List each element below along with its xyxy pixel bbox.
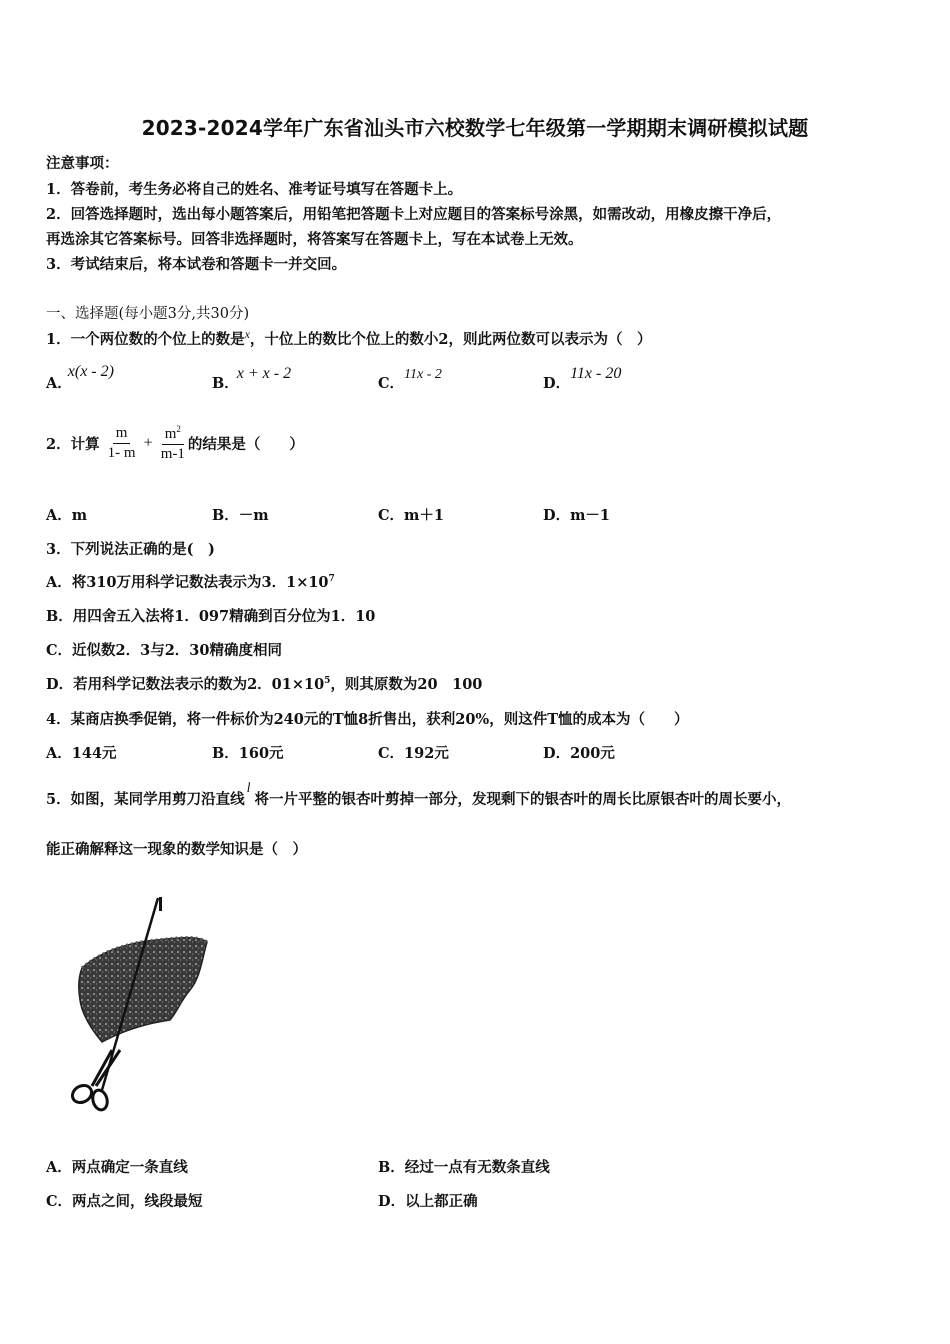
option-expr: 11x - 2 (404, 367, 442, 382)
exponent: 5 (324, 676, 331, 686)
q5-stem-b: 将一片平整的银杏叶剪掉一部分，发现剩下的银杏叶的周长比原银杏叶的周长要小， (254, 791, 791, 808)
option-label: C． (46, 1193, 73, 1210)
option-text: 144元 (71, 745, 117, 762)
question-1-stem (46, 327, 652, 349)
q2-fraction-2 (158, 424, 188, 463)
question-5-stem (46, 781, 791, 809)
q4-option-d[interactable] (543, 742, 615, 763)
option-expr: x + x - 2 (236, 365, 292, 382)
ginkgo-scissors-illustration (62, 890, 222, 1120)
q1-var: x (244, 327, 250, 341)
question-5-stem-cont: 能正确解释这一现象的数学知识是（ ） (46, 841, 307, 858)
q2-option-a[interactable] (46, 504, 87, 525)
fraction-denominator: m-1 (160, 446, 185, 462)
q2-stem-a: 2．计算 (46, 436, 100, 453)
q1-option-d[interactable] (543, 365, 622, 393)
q5-option-d[interactable] (378, 1190, 478, 1211)
fraction-exponent: 2 (176, 424, 181, 434)
option-text: －m (238, 507, 269, 524)
option-expr: x(x - 2) (67, 363, 114, 380)
q5-option-a[interactable] (46, 1156, 188, 1177)
q5-var: l (246, 781, 251, 796)
q2-option-d[interactable] (543, 504, 610, 525)
option-text: A．将310万用科学记数法表示为3．1×10 (46, 574, 329, 591)
option-text: m (71, 507, 88, 524)
option-label: D． (543, 745, 571, 762)
option-label: B． (212, 507, 239, 524)
q4-option-c[interactable] (378, 742, 449, 763)
option-text-tail: ，则其原数为20 100 (330, 676, 483, 693)
line-label-l (159, 897, 162, 911)
fraction-denominator: 1- m (107, 445, 136, 461)
option-label: D． (543, 507, 571, 524)
q1-stem-b: ，十位上的数比个位上的数小2，则此两位数可以表示为（ ） (249, 331, 652, 348)
option-text: 两点之间，线段最短 (72, 1193, 203, 1210)
option-label: D． (378, 1193, 406, 1210)
option-text: m－1 (570, 507, 611, 524)
notice-heading: 注意事项： (46, 155, 119, 172)
fraction-numerator: m (113, 425, 131, 444)
q3-option-c[interactable]: C．近似数2．3与2．30精确度相同 (46, 642, 282, 659)
exponent: 7 (328, 574, 335, 584)
option-text: 200元 (570, 745, 615, 762)
option-label: A． (46, 1159, 72, 1176)
q3-option-b[interactable]: B．用四舍五入法将1．097精确到百分位为1．10 (46, 608, 376, 625)
option-label: D． (543, 375, 571, 392)
notice-item-2: 2．回答选择题时，选出每小题答案后，用铅笔把答题卡上对应题目的答案标号涂黑，如需改动，用橡皮擦干净后， (46, 206, 782, 223)
notice-item-2-cont: 再选涂其它答案标号。回答非选择题时，将答案写在答题卡上，写在本试卷上无效。 (46, 231, 583, 248)
notice-item-3: 3．考试结束后，将本试卷和答题卡一并交回。 (46, 256, 347, 273)
option-label: C． (378, 745, 405, 762)
option-text: 160元 (238, 745, 284, 762)
option-text: m＋1 (404, 507, 444, 524)
option-text: D．若用科学记数法表示的数为2．01×10 (46, 676, 325, 693)
q1-option-b[interactable] (212, 365, 293, 393)
option-expr: 11x - 20 (570, 365, 622, 382)
scissors-icon (69, 1050, 120, 1111)
question-4-stem: 4．某商店换季促销，将一件标价为240元的T恤8折售出，获利20%，则这件T恤的成本为（ ） (46, 711, 689, 728)
option-label: C． (378, 507, 405, 524)
option-label: B． (212, 745, 239, 762)
option-label: B． (378, 1159, 405, 1176)
q2-plus: + (143, 434, 153, 452)
q5-stem-a: 5．如图，某同学用剪刀沿直线 (46, 791, 245, 808)
q2-option-b[interactable] (212, 504, 269, 525)
option-label: A． (46, 375, 72, 392)
q1-stem-a: 1．一个两位数的个位上的数是 (46, 331, 245, 348)
q1-option-a[interactable] (46, 363, 118, 393)
q2-fraction-1 (105, 425, 139, 462)
question-3-stem: 3．下列说法正确的是( ) (46, 541, 215, 558)
ginkgo-leaf-figure (62, 890, 222, 1120)
option-label: B． (212, 375, 239, 392)
q4-option-a[interactable] (46, 742, 117, 763)
q4-option-b[interactable] (212, 742, 284, 763)
section-heading: 一、选择题(每小题3分,共30分) (46, 306, 250, 322)
question-2-stem (46, 424, 304, 463)
fraction-numerator (162, 424, 184, 445)
fraction-base: m (164, 426, 177, 442)
page-title: 2023-2024学年广东省汕头市六校数学七年级第一学期期末调研模拟试题 (141, 116, 809, 140)
q2-option-c[interactable] (378, 504, 444, 525)
option-text: 192元 (404, 745, 449, 762)
option-text: 以上都正确 (405, 1193, 478, 1210)
option-text: 两点确定一条直线 (71, 1159, 188, 1176)
option-text: 经过一点有无数条直线 (404, 1159, 550, 1176)
q2-stem-b: 的结果是（ ） (187, 436, 304, 453)
q3-option-a[interactable] (46, 571, 335, 592)
q1-option-c[interactable] (378, 367, 442, 393)
option-label: A． (46, 507, 72, 524)
q3-option-d[interactable] (46, 673, 482, 694)
option-label: C． (378, 375, 405, 392)
q5-option-b[interactable] (378, 1156, 550, 1177)
notice-item-1: 1．答卷前，考生务必将自己的姓名、准考证号填写在答题卡上。 (46, 181, 463, 198)
q5-option-c[interactable] (46, 1190, 203, 1211)
option-label: A． (46, 745, 72, 762)
